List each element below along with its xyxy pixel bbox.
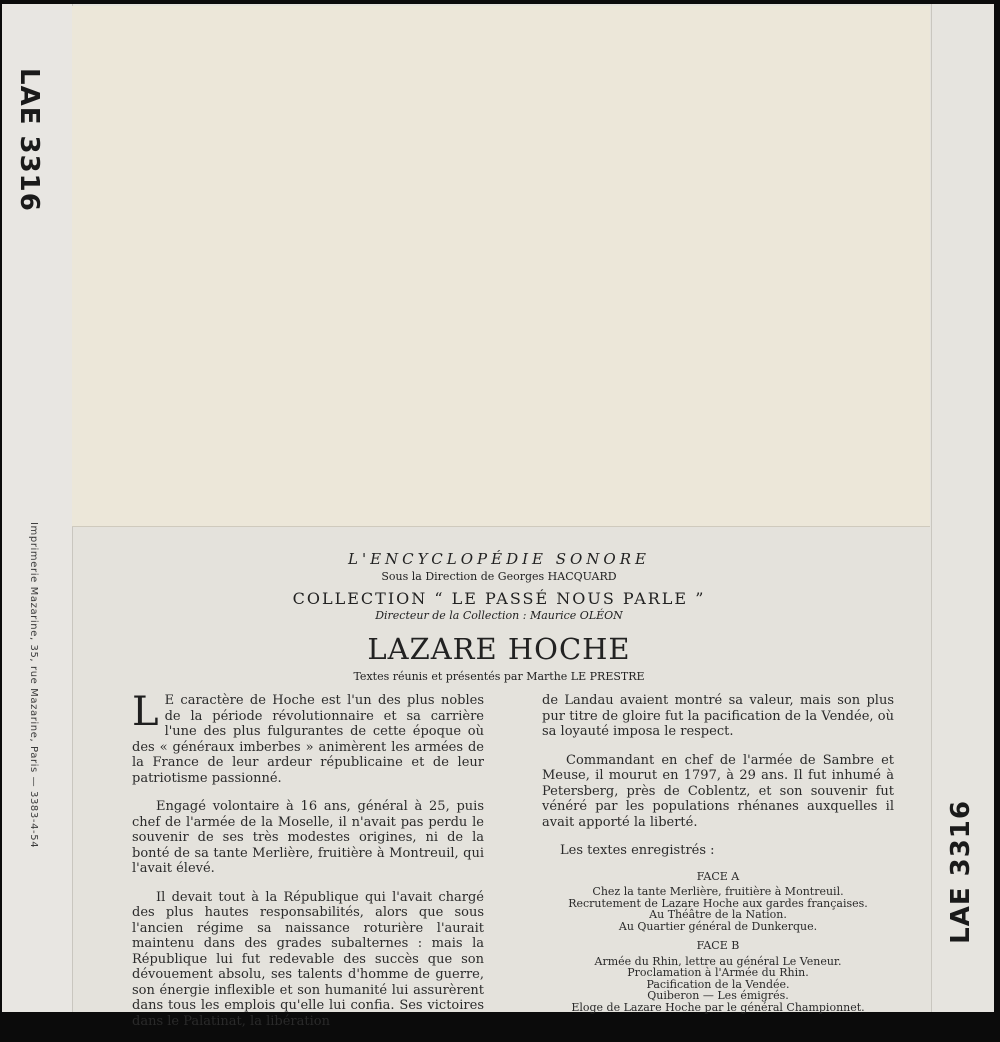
text-column-left	[132, 689, 484, 1042]
track-item: Au Théâtre de la Nation.	[649, 908, 787, 921]
paragraph-1	[132, 689, 484, 786]
face-b-track-list	[542, 956, 894, 1014]
track-item: Armée du Rhin, lettre au général Le Veneur.	[594, 954, 842, 968]
track-item: Quiberon — Les émigrés.	[647, 989, 789, 1002]
track-item: Eloge de Lazare Hoche par le général Championnet.	[571, 1000, 865, 1014]
recorded-texts-heading: Les textes enregistrés :	[560, 843, 715, 858]
track-item: Recrutement de Lazare Hoche aux gardes françaises.	[568, 896, 868, 910]
catalog-number-left: LAE 3316	[14, 68, 44, 212]
face-b-label: FACE B	[696, 939, 740, 952]
paragraph-5: Commandant en chef de l'armée de Sambre et Meuse, il mourut en 1797, à 29 ans. Il fut inhumé à Petersberg, près de Coblentz, et son souvenir fut vénéré par les populations rhénanes auxquelles il avait apporté la liberté.	[542, 752, 894, 830]
text-column-right	[542, 693, 894, 1019]
paragraph-1-text: E caractère de Hoche est l'un des plus nobles de la période révolutionnaire et sa carrière l'une des plus fulgurantes de cette époque où des « généraux imberbes » animèrent les armées de la France de leur ardeur républicaine et de leur patriotisme passionné.	[132, 693, 484, 786]
blank-flap-area	[72, 6, 930, 527]
collection-director: Directeur de la Collection : Maurice OLÉON	[375, 609, 623, 622]
collection-name: COLLECTION “ LE PASSÉ NOUS PARLE ”	[292, 589, 706, 608]
paragraph-3: Il devait tout à la République qui l'avait chargé des plus hautes responsabilités, alors que sous l'ancien régime sa naissance roturière l'aurait maintenu dans des grades subalternes : mais la République lui fut redevable des succès que son dévouement absolu, ses talents d'homme de guerre, son énergie inflexible et son humanité lui assurèrent dans tous les emplois qu'elle lui confia. Ses victoires dans le Palatinat, la libération	[132, 889, 484, 1029]
drop-cap: L	[132, 689, 159, 735]
paragraph-2: Engagé volontaire à 16 ans, général à 25, puis chef de l'armée de la Moselle, il n'avait pas perdu le souvenir de ses très modestes origines, ni de la bonté de sa tante Merlière, fruitière à Montreuil, qui l'avait élevé.	[132, 799, 484, 876]
track-item: Proclamation à l'Armée du Rhin.	[627, 966, 809, 979]
encyclopedia-name: L'ENCYCLOPÉDIE SONORE	[348, 550, 650, 568]
paragraph-4: de Landau avaient montré sa valeur, mais son plus pur titre de gloire fut la pacification de la Vendée, où sa loyauté imposa le respect.	[542, 693, 894, 739]
liner-notes-header	[70, 550, 928, 683]
track-item: Chez la tante Merlière, fruitière à Montreuil.	[592, 885, 844, 898]
series-direction: Sous la Direction de Georges HACQUARD	[381, 570, 617, 583]
album-credits: Textes réunis et présentés par Marthe LE PRESTRE	[353, 670, 645, 683]
face-a-label: FACE A	[696, 869, 740, 883]
track-item: Pacification de la Vendée.	[646, 977, 790, 991]
catalog-number-right: LAE 3316	[946, 800, 976, 944]
face-a-track-list	[542, 886, 894, 932]
album-title: LAZARE HOCHE	[367, 632, 631, 666]
track-item: Au Quartier général de Dunkerque.	[618, 919, 818, 933]
printer-imprint: Imprimerie Mazarine, 35, rue Mazarine, Paris — 3383-4-54	[28, 522, 39, 849]
